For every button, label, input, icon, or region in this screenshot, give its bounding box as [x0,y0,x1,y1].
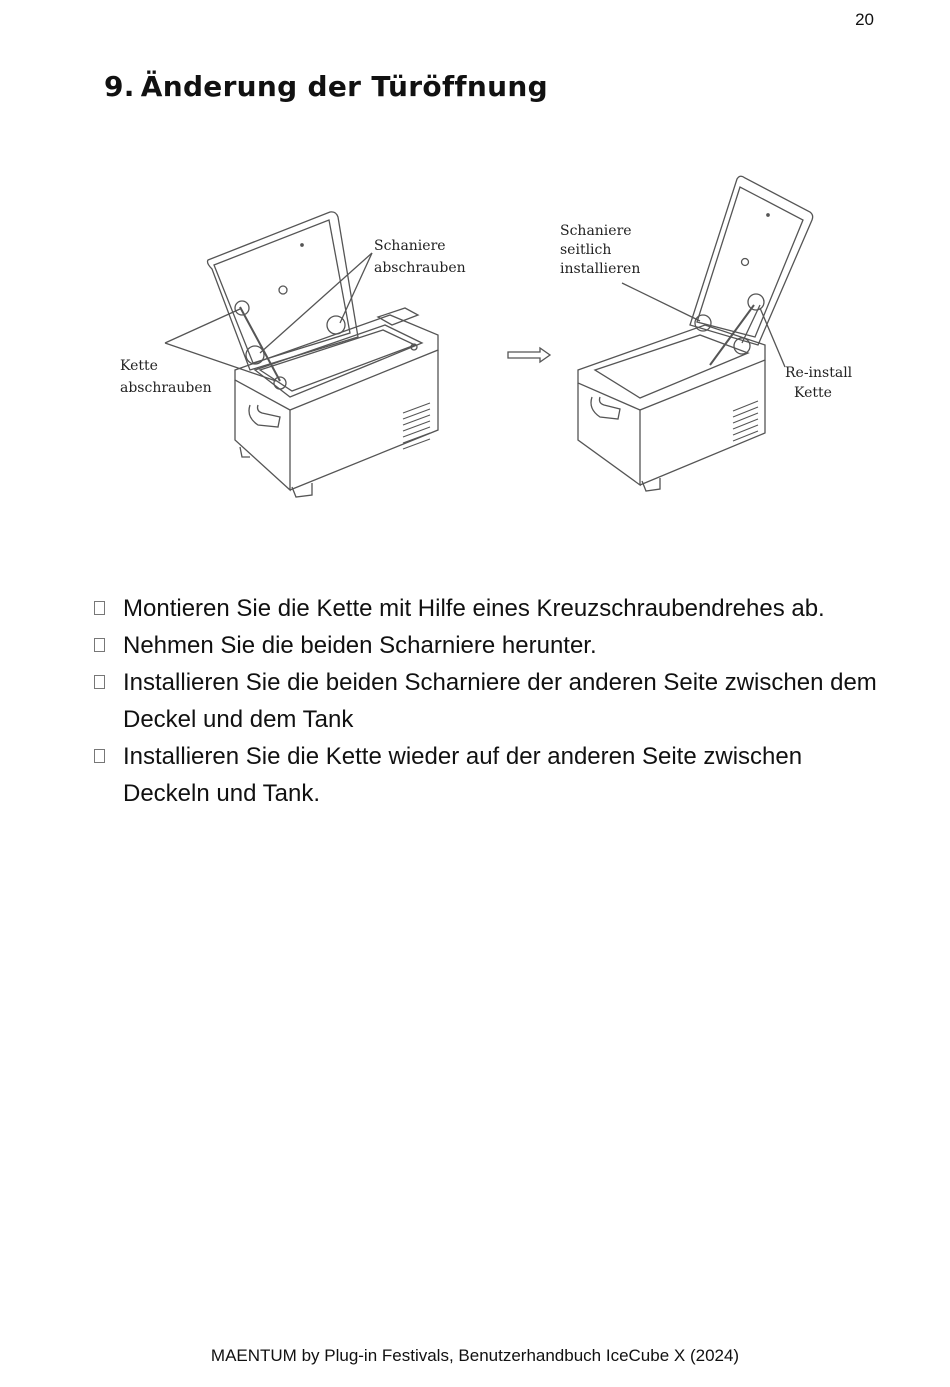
section-title [104,70,548,103]
list-item [92,664,892,738]
label-chain-unscrew-2: abschrauben [120,380,212,396]
page-number: 20 [855,10,874,29]
list-item [92,627,892,664]
list-item [92,738,892,812]
bullet-box-icon [94,638,105,652]
step-text: Nehmen Sie die beiden Scharniere herunter. [123,632,597,659]
label-hinges-install-1: Schaniere [560,223,632,239]
label-hinges-unscrew-2: abschrauben [374,260,466,276]
step-text: Montieren Sie die Kette mit Hilfe eines Kreuzschraubendrehes ab. [123,595,825,622]
label-chain-unscrew-1: Kette [120,358,158,374]
section-title-text: Änderung der Türöffnung [140,70,548,103]
label-hinges-unscrew-1: Schaniere [374,238,446,254]
bullet-box-icon [94,675,105,689]
label-reinstall-1: Re-install [785,365,853,381]
label-hinges-install-3: installieren [560,261,641,277]
bullet-box-icon [94,601,105,615]
label-hinges-install-2: seitlich [560,242,612,258]
label-reinstall-2: Kette [794,385,832,401]
instruction-list [92,590,892,812]
arrow-icon [508,348,550,362]
bullet-box-icon [94,749,105,763]
cooler-diagram [100,165,870,510]
page-footer: MAENTUM by Plug-in Festivals, Benutzerhandbuch IceCube X (2024) [210,1346,740,1365]
door-reversal-illustration [100,165,870,510]
left-cooler-drawing [165,212,438,497]
step-text: Installieren Sie die beiden Scharniere der anderen Seite zwischen dem Deckel und dem Tank [123,669,877,733]
list-item [92,590,892,627]
step-text: Installieren Sie die Kette wieder auf der anderen Seite zwischen Deckeln und Tank. [123,743,803,807]
section-number: 9. [104,70,135,103]
